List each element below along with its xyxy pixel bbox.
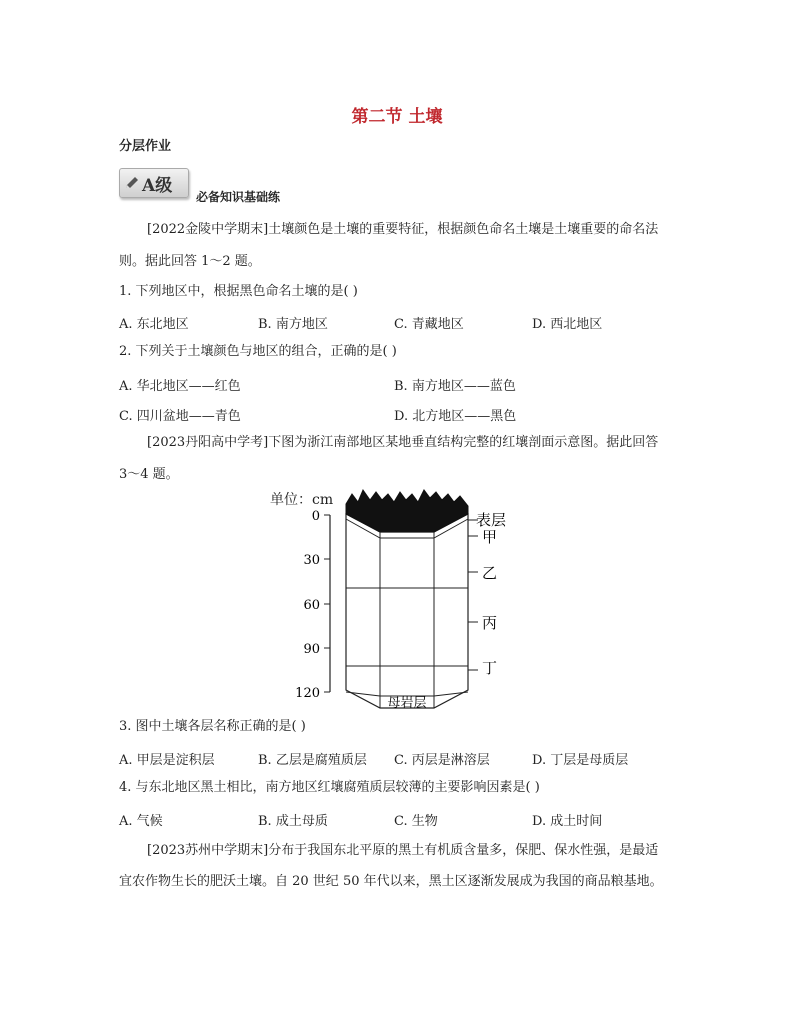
question-1-option-c: C. 青藏地区 [394,317,464,332]
question-3-option-a: A. 甲层是淀积层 [119,753,215,768]
badge-subtitle: 必备知识基础练 [196,190,281,204]
question-3-stem: 3. 图中土壤各层名称正确的是( ) [119,719,306,734]
pencil-icon [124,175,140,191]
intro-2-line-2: 3～4 题。 [119,467,179,482]
page-title: 第二节 土壤 [351,107,443,127]
layer-label-bing: 丙 [482,614,498,632]
section-label: 分层作业 [119,139,172,154]
soil-profile-diagram [262,488,512,718]
question-1-option-a: A. 东北地区 [119,317,189,332]
layer-label-surface: 表层 [476,511,507,529]
intro-1-line-1: [2022金陵中学期末]土壤颜色是土壤的重要特征，根据颜色命名土壤是土壤重要的命名法 [147,222,659,237]
question-1-option-d: D. 西北地区 [532,317,603,332]
tick-label-90: 90 [303,642,320,657]
question-4-option-c: C. 生物 [394,814,438,829]
question-2-option-d: D. 北方地区——黑色 [394,409,517,424]
unit-label: 单位：cm [270,492,334,508]
intro-3-line-2: 宜农作物生长的肥沃土壤。自 20 世纪 50 年代以来，黑土区逐渐发展成为我国的商品粮基地。 [119,874,663,889]
question-1-option-b: B. 南方地区 [258,317,328,332]
question-4-option-a: A. 气候 [119,814,163,829]
question-3-option-d: D. 丁层是母质层 [532,753,629,768]
question-4-stem: 4. 与东北地区黑土相比，南方地区红壤腐殖质层较薄的主要影响因素是( ) [119,780,540,795]
badge-text: A级 [142,176,173,196]
intro-3-line-1: [2023苏州中学期末]分布于我国东北平原的黑土有机质含量多，保肥、保水性强，是最适 [147,843,659,858]
layer-label-ding: 丁 [482,659,498,677]
profile-prism [346,514,468,708]
tick-label-30: 30 [303,553,320,568]
question-2-stem: 2. 下列关于土壤颜色与地区的组合，正确的是( ) [119,344,397,359]
tick-label-0: 0 [311,509,320,524]
tick-label-120: 120 [295,686,320,701]
question-3-option-c: C. 丙层是淋溶层 [394,753,490,768]
tick-label-60: 60 [303,598,320,613]
question-1-stem: 1. 下列地区中，根据黑色命名土壤的是( ) [119,284,358,299]
question-4-option-b: B. 成土母质 [258,814,328,829]
layer-label-jia: 甲 [482,528,498,546]
question-2-option-b: B. 南方地区——蓝色 [394,379,516,394]
level-badge [119,168,189,198]
question-4-option-d: D. 成土时间 [532,814,603,829]
intro-1-line-2: 则。据此回答 1～2 题。 [119,254,261,269]
question-2-option-a: A. 华北地区——红色 [119,379,241,394]
layer-label-yi: 乙 [482,564,498,582]
bedrock-label: 母岩层 [387,696,427,711]
question-2-option-c: C. 四川盆地——青色 [119,409,241,424]
question-3-option-b: B. 乙层是腐殖质层 [258,753,367,768]
intro-2-line-1: [2023丹阳高中学考]下图为浙江南部地区某地垂直结构完整的红壤剖面示意图。据此回答 [147,435,659,450]
